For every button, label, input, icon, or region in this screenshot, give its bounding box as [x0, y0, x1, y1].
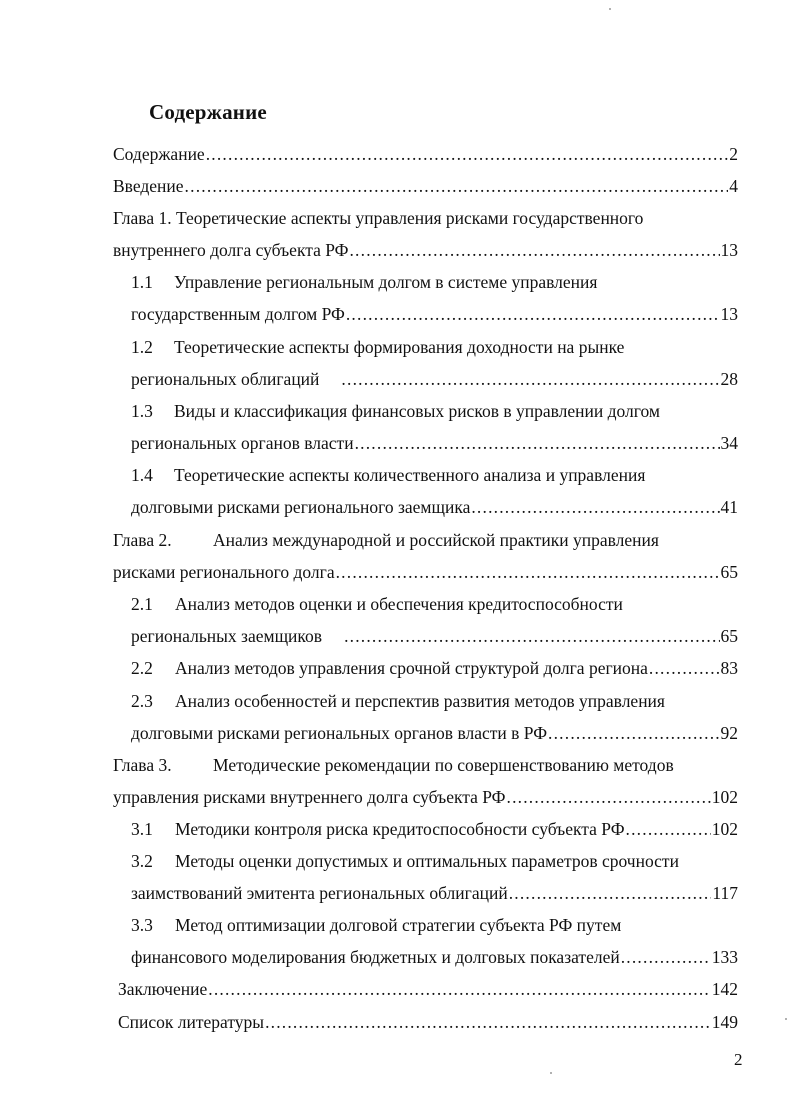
section-title: Виды и классификация финансовых рисков в управлении долгом: [174, 401, 660, 421]
page-title: Содержание: [149, 100, 267, 124]
toc-page-number: 102: [711, 819, 738, 839]
leader-dots: [471, 496, 719, 518]
section-number: 3.3: [131, 915, 153, 935]
toc-section-2-1[interactable]: [131, 625, 738, 647]
toc-entry-conclusion[interactable]: [118, 978, 738, 1000]
toc-page-number: 2: [729, 144, 738, 164]
leader-dots: [548, 722, 719, 744]
toc-chapter-2[interactable]: [113, 561, 738, 583]
leader-dots: [649, 657, 720, 679]
toc-section-1-3[interactable]: [131, 432, 738, 454]
toc-section-1-2[interactable]: [131, 368, 738, 390]
leader-dots: [341, 368, 719, 390]
toc-section-1-4[interactable]: [131, 496, 738, 518]
toc-page-number: 28: [720, 369, 738, 389]
scan-speck: [550, 1072, 552, 1074]
section-title: Анализ методов оценки и обеспечения кредитоспособности: [175, 594, 623, 614]
toc-section-3-1[interactable]: [131, 818, 738, 840]
toc-section-3-3-title[interactable]: [131, 914, 621, 936]
toc-entry-title: региональных заемщиков: [131, 626, 323, 646]
section-title: Методы оценки допустимых и оптимальных параметров срочности: [175, 851, 679, 871]
toc-page-number: 13: [720, 304, 738, 324]
section-number: 1.3: [131, 401, 153, 421]
toc-chapter-1-title[interactable]: Глава 1. Теоретические аспекты управления рисками государственного: [113, 208, 644, 228]
leader-dots: [355, 432, 720, 454]
section-number: 3.1: [131, 819, 153, 839]
scan-speck: [609, 8, 611, 10]
toc-page-number: 83: [720, 658, 738, 678]
section-number: 3.2: [131, 851, 153, 871]
section-title: Теоретические аспекты количественного анализа и управления: [174, 465, 646, 485]
toc-page-number: 65: [720, 562, 738, 582]
toc-entry-introduction[interactable]: [113, 175, 738, 197]
page-number: 2: [734, 1050, 743, 1069]
toc-entry-title: Заключение: [118, 979, 208, 999]
chapter-number: Глава 3.: [113, 755, 172, 775]
toc-section-1-4-title[interactable]: [131, 464, 645, 486]
toc-entry-title: Введение: [113, 176, 184, 196]
toc-section-3-3[interactable]: [131, 946, 738, 968]
toc-entry-contents[interactable]: [113, 143, 738, 165]
section-title: Теоретические аспекты формирования доходности на рынке: [174, 337, 625, 357]
toc-chapter-3[interactable]: [113, 786, 738, 808]
toc-section-3-2-title[interactable]: [131, 850, 679, 872]
toc-section-2-3-title[interactable]: [131, 690, 665, 712]
section-number: 1.2: [131, 337, 153, 357]
toc-page-number: 34: [720, 433, 738, 453]
toc-page-number: 142: [711, 979, 738, 999]
toc-page-number: 149: [711, 1012, 738, 1032]
leader-dots: [349, 239, 719, 261]
toc-section-1-3-title[interactable]: [131, 400, 660, 422]
toc-entry-title: Содержание: [113, 144, 205, 164]
toc-section-1-1[interactable]: [131, 303, 738, 325]
toc-entry-title: внутреннего долга субъекта РФ: [113, 240, 349, 260]
toc-entry-bibliography[interactable]: [118, 1011, 738, 1033]
toc-page-number: 117: [712, 883, 738, 903]
toc-section-3-2[interactable]: [131, 882, 738, 904]
section-number: 2.3: [131, 691, 153, 711]
toc-page-number: 41: [720, 497, 738, 517]
toc-section-2-2[interactable]: [131, 657, 738, 679]
toc-chapter-1[interactable]: [113, 239, 738, 261]
toc-page-number: 133: [711, 947, 738, 967]
toc-entry-title: региональных облигаций: [131, 369, 320, 389]
leader-dots: [346, 303, 720, 325]
section-number: 2.2: [131, 658, 153, 678]
toc-entry-title: Методики контроля риска кредитоспособности субъекта РФ: [175, 819, 625, 839]
toc-entry-title: финансового моделирования бюджетных и долговых показателей: [131, 947, 620, 967]
chapter-title: Методические рекомендации по совершенствованию методов: [213, 755, 674, 775]
leader-dots: [507, 786, 711, 808]
section-number: 1.4: [131, 465, 153, 485]
toc-chapter-2-title[interactable]: [113, 529, 659, 551]
section-number: 2.1: [131, 594, 153, 614]
toc-chapter-3-title[interactable]: [113, 754, 674, 776]
toc-page-number: 65: [720, 626, 738, 646]
toc-entry-title: Анализ методов управления срочной структурой долга региона: [175, 658, 648, 678]
leader-dots: [336, 561, 720, 583]
leader-dots: [509, 882, 712, 904]
toc-page-number: 92: [720, 723, 738, 743]
toc-page-number: 102: [711, 787, 738, 807]
toc-section-1-1-title[interactable]: [131, 271, 597, 293]
leader-dots: [265, 1011, 711, 1033]
leader-dots: [626, 818, 711, 840]
section-number: 1.1: [131, 272, 153, 292]
toc-entry-title: заимствований эмитента региональных облигаций: [131, 883, 508, 903]
toc-entry-title: государственным долгом РФ: [131, 304, 345, 324]
leader-dots: [621, 946, 711, 968]
toc-section-2-1-title[interactable]: [131, 593, 623, 615]
section-title: Метод оптимизации долговой стратегии субъекта РФ путем: [175, 915, 622, 935]
leader-dots: [206, 143, 729, 165]
section-title: Анализ особенностей и перспектив развития методов управления: [175, 691, 665, 711]
toc-entry-title: долговыми рисками регионального заемщика: [131, 497, 471, 517]
toc-entry-title: Список литературы: [118, 1012, 265, 1032]
chapter-number: Глава 2.: [113, 530, 172, 550]
toc-entry-title: долговыми рисками региональных органов власти в РФ: [131, 723, 548, 743]
toc-section-2-3[interactable]: [131, 722, 738, 744]
toc-entry-title: региональных органов власти: [131, 433, 354, 453]
toc-entry-title: управления рисками внутреннего долга субъекта РФ: [113, 787, 506, 807]
leader-dots: [208, 978, 711, 1000]
leader-dots: [344, 625, 719, 647]
toc-entry-title: рисками регионального долга: [113, 562, 335, 582]
leader-dots: [185, 175, 729, 197]
chapter-title: Анализ международной и российской практики управления: [213, 530, 659, 550]
section-title: Управление региональным долгом в системе управления: [174, 272, 598, 292]
toc-page-number: 13: [720, 240, 738, 260]
toc-page-number: 4: [729, 176, 738, 196]
scan-speck: [785, 1018, 787, 1020]
toc-section-1-2-title[interactable]: [131, 336, 624, 358]
